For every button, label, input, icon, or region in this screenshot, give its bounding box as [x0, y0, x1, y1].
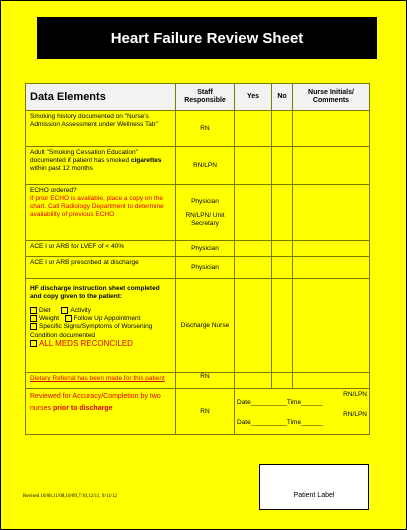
- patient-label-text: Patient Label: [293, 492, 335, 499]
- nurse-comments-cell[interactable]: [293, 111, 370, 147]
- row-echo: [26, 185, 176, 241]
- checkbox[interactable]: [30, 323, 37, 330]
- staff-cell: RN: [176, 389, 235, 435]
- yes-cell[interactable]: [235, 241, 272, 257]
- staff-cell: RN/LPN: [176, 147, 235, 185]
- no-cell[interactable]: [272, 111, 293, 147]
- desc-text: Adult "Smoking Cessation Education" documented if patient has smoked: [30, 149, 138, 164]
- data-elements-table: [25, 83, 370, 435]
- table-row: [26, 111, 370, 147]
- col-header-data-elements: Data Elements: [26, 84, 176, 111]
- no-cell[interactable]: [272, 147, 293, 185]
- yes-cell[interactable]: [235, 185, 272, 241]
- yes-cell[interactable]: [235, 147, 272, 185]
- col-header-no: No: [272, 84, 293, 111]
- no-cell[interactable]: [272, 257, 293, 279]
- desc-text: ECHO ordered?: [30, 187, 77, 194]
- nurse-comments-cell[interactable]: [293, 185, 370, 241]
- nurse-comments-cell[interactable]: [293, 279, 370, 373]
- table-row: [26, 147, 370, 185]
- yes-cell[interactable]: [235, 373, 272, 389]
- patient-label-box: [259, 464, 369, 510]
- desc-bold-text: HF discharge instruction sheet completed and copy given to the patient:: [30, 285, 160, 300]
- checklist-line: [30, 307, 171, 315]
- col-header-yes: Yes: [235, 84, 272, 111]
- checkbox[interactable]: [61, 307, 68, 314]
- table-row: [26, 185, 370, 241]
- nurse-comments-cell[interactable]: [293, 241, 370, 257]
- staff-text: RN/LPN/ Unit Secretary: [185, 211, 225, 227]
- checkbox[interactable]: [30, 340, 37, 347]
- staff-text: Physician: [191, 197, 219, 205]
- nurse-comments-cell[interactable]: [293, 373, 370, 389]
- desc-red-text: If prior ECHO is available, place a copy on the chart. Call Radiology Department to determine availability of previous ECHO: [30, 195, 164, 218]
- desc-bold-text: cigarettes: [130, 157, 162, 164]
- staff-cell: Physician: [176, 241, 235, 257]
- table-row: [26, 257, 370, 279]
- signature-cell[interactable]: [235, 389, 370, 435]
- col-header-staff: Staff Responsible: [176, 84, 235, 111]
- table-row: [26, 241, 370, 257]
- checkbox-label: Weight: [39, 315, 60, 323]
- checkbox-label: Follow Up Appointment: [73, 315, 141, 323]
- checkbox[interactable]: [65, 315, 72, 322]
- checklist-line: [30, 323, 171, 339]
- desc-red-bold-text: prior to discharge: [52, 405, 113, 412]
- yes-cell[interactable]: [235, 111, 272, 147]
- checklist-line: [30, 315, 171, 323]
- table-row: [26, 373, 370, 389]
- checkbox[interactable]: [30, 307, 37, 314]
- table-row: [26, 389, 370, 435]
- nurse-comments-cell[interactable]: [293, 257, 370, 279]
- staff-cell: RN: [176, 111, 235, 147]
- checkbox[interactable]: [30, 315, 37, 322]
- meds-reconciled-label: ALL MEDS RECONCILED: [39, 338, 133, 348]
- staff-cell: RN: [176, 373, 235, 389]
- row-smoking-cessation: [26, 147, 176, 185]
- checklist-line: [30, 340, 171, 348]
- sig-date-time[interactable]: Date__________Time______: [237, 419, 323, 426]
- sig-role: RN/LPN: [343, 391, 367, 398]
- yes-cell[interactable]: [235, 257, 272, 279]
- no-cell[interactable]: [272, 373, 293, 389]
- col-header-nurse-comments: Nurse Initials/ Comments: [293, 84, 370, 111]
- desc-red-text: Reviewed for Accuracy/Completion by two nurses: [30, 393, 161, 412]
- row-reviewed: [26, 389, 176, 435]
- staff-cell: [176, 185, 235, 241]
- sig-role: RN/LPN: [343, 411, 367, 418]
- table-header-row: [26, 84, 370, 111]
- checkbox-label: Activity: [70, 307, 91, 315]
- desc-text: within past 12 months: [30, 165, 93, 172]
- checkbox-label: Specific Signs/Symptoms of Worsening Condition documented: [30, 323, 153, 339]
- revision-note: Revised 10/08,11/08,10/09,7/10,12/11, 9/11/12: [23, 494, 118, 499]
- staff-cell: Physician: [176, 257, 235, 279]
- row-smoking-history: Smoking history documented on "Nurse's Admission Assessment under Wellness Tab": [26, 111, 176, 147]
- page-title: Heart Failure Review Sheet: [37, 17, 377, 59]
- row-ace-lvef: ACE I or ARB for LVEF of < 40%: [26, 241, 176, 257]
- yes-cell[interactable]: [235, 279, 272, 373]
- checkbox-label: Diet: [39, 307, 51, 315]
- staff-cell: Discharge Nurse: [176, 279, 235, 373]
- row-ace-discharge: ACE I or ARB prescribed at discharge: [26, 257, 176, 279]
- nurse-comments-cell[interactable]: [293, 147, 370, 185]
- no-cell[interactable]: [272, 185, 293, 241]
- sig-date-time[interactable]: Date__________Time______: [237, 399, 323, 406]
- table-row: [26, 279, 370, 373]
- no-cell[interactable]: [272, 241, 293, 257]
- no-cell[interactable]: [272, 279, 293, 373]
- row-dietary-referral: Dietary Referral has been made for this patient: [26, 373, 176, 389]
- row-hf-discharge: [26, 279, 176, 373]
